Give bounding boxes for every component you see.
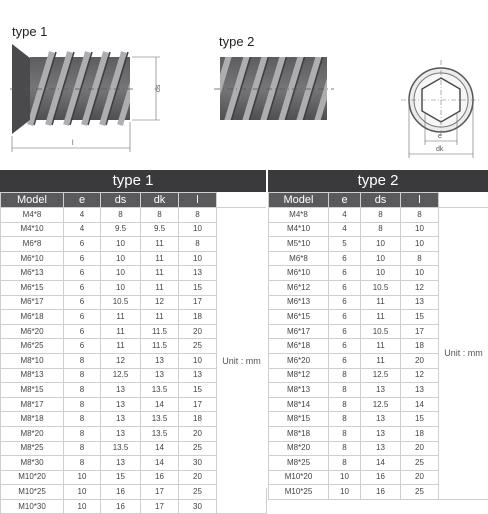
table-cell: 8 xyxy=(329,397,361,412)
table-cell: 10 xyxy=(64,485,101,500)
table-cell: 6 xyxy=(64,339,101,354)
column-header: l xyxy=(401,193,439,208)
unit-note: Unit : mm xyxy=(217,208,267,514)
table-cell: 8 xyxy=(329,383,361,398)
table-cell: 13.5 xyxy=(141,426,179,441)
table-cell: M6*13 xyxy=(269,295,329,310)
table-cell: 14 xyxy=(141,397,179,412)
table-cell: M8*12 xyxy=(269,368,329,383)
table-cell: M6*18 xyxy=(1,310,64,325)
table-cell: 8 xyxy=(329,368,361,383)
table-cell: 10 xyxy=(361,237,401,252)
type1-table-title: type 1 xyxy=(0,170,266,192)
table-cell: 25 xyxy=(179,339,217,354)
table-cell: 11 xyxy=(361,310,401,325)
table-cell: M6*8 xyxy=(1,237,64,252)
table-cell: 6 xyxy=(64,324,101,339)
table-cell: 11.5 xyxy=(141,324,179,339)
table-cell: 10 xyxy=(101,266,141,281)
table-cell: 13.5 xyxy=(141,383,179,398)
table-cell: 5 xyxy=(329,237,361,252)
unit-note: Unit : mm xyxy=(439,208,488,500)
table-cell: 15 xyxy=(179,280,217,295)
table-cell: M8*15 xyxy=(1,383,64,398)
table-cell: M8*13 xyxy=(1,368,64,383)
column-header: l xyxy=(179,193,217,208)
table-cell: M6*17 xyxy=(1,295,64,310)
table-cell: M10*25 xyxy=(269,485,329,500)
table-cell: 6 xyxy=(329,280,361,295)
table-cell: 14 xyxy=(361,456,401,471)
spec-tables xyxy=(0,170,488,488)
table-cell: 8 xyxy=(401,251,439,266)
table-cell: 15 xyxy=(101,470,141,485)
table-cell: 8 xyxy=(64,441,101,456)
table-cell: 17 xyxy=(401,324,439,339)
table-cell: 10 xyxy=(101,237,141,252)
table-cell: 10 xyxy=(179,353,217,368)
table-cell: 6 xyxy=(64,295,101,310)
type2-insert-drawing xyxy=(208,52,338,125)
table-cell: 13 xyxy=(361,412,401,427)
table-cell: 13 xyxy=(361,383,401,398)
table-cell: M6*10 xyxy=(1,251,64,266)
table-cell: M8*10 xyxy=(1,353,64,368)
end-view-drawing xyxy=(401,60,481,158)
table-cell: 10 xyxy=(179,222,217,237)
table-cell: 13 xyxy=(179,266,217,281)
table-cell: M8*17 xyxy=(1,397,64,412)
table-cell: 10 xyxy=(64,499,101,514)
table-cell: 4 xyxy=(64,208,101,223)
table-cell: 11 xyxy=(361,353,401,368)
table-cell: 6 xyxy=(64,310,101,325)
table-cell: M8*18 xyxy=(1,412,64,427)
table-cell: 13.5 xyxy=(101,441,141,456)
table-cell: 13.5 xyxy=(141,412,179,427)
column-header: Model xyxy=(269,193,329,208)
table-cell: M6*18 xyxy=(269,339,329,354)
table-cell: 20 xyxy=(179,470,217,485)
insert-drawings xyxy=(0,0,488,170)
table-cell: 20 xyxy=(401,441,439,456)
table-cell: 8 xyxy=(64,426,101,441)
table-cell: 6 xyxy=(329,251,361,266)
table-cell: 13 xyxy=(401,295,439,310)
table-cell: M6*15 xyxy=(1,280,64,295)
table-cell: 6 xyxy=(329,266,361,281)
table-cell: 13 xyxy=(401,383,439,398)
table-cell: M6*10 xyxy=(269,266,329,281)
table-cell: 18 xyxy=(179,412,217,427)
table-cell: M6*15 xyxy=(269,310,329,325)
table-cell: M6*25 xyxy=(1,339,64,354)
table-cell: 10 xyxy=(329,485,361,500)
table-cell: 8 xyxy=(361,208,401,223)
table-cell: 11 xyxy=(141,310,179,325)
table-cell: 11 xyxy=(141,266,179,281)
table-cell: M6*8 xyxy=(269,251,329,266)
table-cell: 6 xyxy=(329,339,361,354)
table-cell: M8*15 xyxy=(269,412,329,427)
table-cell: 6 xyxy=(64,251,101,266)
column-header: e xyxy=(329,193,361,208)
table-cell: 17 xyxy=(141,499,179,514)
table-cell: 11 xyxy=(141,280,179,295)
table-cell: 11 xyxy=(101,324,141,339)
table-cell: 25 xyxy=(401,456,439,471)
table-cell: M8*20 xyxy=(1,426,64,441)
table-cell: 10 xyxy=(329,470,361,485)
table-cell: M6*13 xyxy=(1,266,64,281)
table-cell: 10 xyxy=(361,251,401,266)
table-cell: 13 xyxy=(101,456,141,471)
table-cell: M6*20 xyxy=(1,324,64,339)
table-cell: 12 xyxy=(401,280,439,295)
table-cell: 6 xyxy=(64,237,101,252)
table-cell: M4*10 xyxy=(1,222,64,237)
table-cell: 11 xyxy=(361,339,401,354)
table-cell: 8 xyxy=(101,208,141,223)
table-cell: 10 xyxy=(401,266,439,281)
table-row xyxy=(1,208,267,223)
table-cell: 4 xyxy=(329,222,361,237)
table-cell: 10 xyxy=(101,251,141,266)
table-cell: 18 xyxy=(401,426,439,441)
table-cell: 11 xyxy=(141,237,179,252)
table-cell: M8*18 xyxy=(269,426,329,441)
table-cell: 10.5 xyxy=(101,295,141,310)
table-cell: 16 xyxy=(361,470,401,485)
table-cell: 11 xyxy=(361,295,401,310)
table-cell: 13 xyxy=(101,383,141,398)
table-cell: 13 xyxy=(101,397,141,412)
table-cell: 25 xyxy=(179,485,217,500)
table-cell: 14 xyxy=(141,456,179,471)
column-header: ds xyxy=(101,193,141,208)
table-cell: 8 xyxy=(141,208,179,223)
table-cell: 12 xyxy=(101,353,141,368)
table-cell: 10.5 xyxy=(361,280,401,295)
table-cell: 18 xyxy=(401,339,439,354)
table-cell: 9.5 xyxy=(101,222,141,237)
table-cell: 20 xyxy=(179,324,217,339)
table-cell: 15 xyxy=(401,310,439,325)
table-cell: 15 xyxy=(179,383,217,398)
table-cell: 8 xyxy=(64,368,101,383)
table-cell: 10.5 xyxy=(361,324,401,339)
table-cell: 13 xyxy=(101,412,141,427)
table-cell: 17 xyxy=(179,295,217,310)
table-cell: 8 xyxy=(361,222,401,237)
table-cell: 11 xyxy=(141,251,179,266)
table-cell: 4 xyxy=(64,222,101,237)
table-cell: 8 xyxy=(329,441,361,456)
table-row xyxy=(269,208,488,223)
table-cell: M5*10 xyxy=(269,237,329,252)
table-cell: 4 xyxy=(329,208,361,223)
table-cell: 17 xyxy=(141,485,179,500)
table-cell: 18 xyxy=(179,310,217,325)
table-cell: 10 xyxy=(101,280,141,295)
table-cell: M8*25 xyxy=(1,441,64,456)
table-cell: 8 xyxy=(179,237,217,252)
table-cell: 8 xyxy=(64,412,101,427)
table-cell: M4*8 xyxy=(1,208,64,223)
table-cell: M8*14 xyxy=(269,397,329,412)
column-header: dk xyxy=(141,193,179,208)
table-cell: M6*17 xyxy=(269,324,329,339)
column-header: ds xyxy=(361,193,401,208)
type2-spec-table xyxy=(268,192,488,500)
table-cell: 8 xyxy=(329,412,361,427)
table-cell: 10 xyxy=(64,470,101,485)
technical-drawing xyxy=(0,0,488,170)
table-cell: 8 xyxy=(64,353,101,368)
table-cell: 8 xyxy=(64,383,101,398)
table-cell: 12 xyxy=(141,295,179,310)
table-cell: M10*30 xyxy=(1,499,64,514)
table-cell: 16 xyxy=(361,485,401,500)
table-cell: 8 xyxy=(179,208,217,223)
unit-column-header xyxy=(439,193,488,208)
table-cell: 11 xyxy=(101,310,141,325)
table-cell: 30 xyxy=(179,499,217,514)
table-cell: 6 xyxy=(64,266,101,281)
table-cell: 8 xyxy=(64,456,101,471)
table-cell: M10*20 xyxy=(269,470,329,485)
table-cell: 6 xyxy=(329,310,361,325)
table-cell: 14 xyxy=(141,441,179,456)
type2-label: type 2 xyxy=(219,34,254,49)
table-cell: M8*30 xyxy=(1,456,64,471)
table-cell: 8 xyxy=(329,426,361,441)
table-cell: 6 xyxy=(64,280,101,295)
table-cell: 13 xyxy=(101,426,141,441)
table-cell: 11 xyxy=(101,339,141,354)
table-cell: 13 xyxy=(141,368,179,383)
table-cell: 16 xyxy=(101,485,141,500)
column-header: Model xyxy=(1,193,64,208)
table-cell: 10 xyxy=(401,222,439,237)
type1-label: type 1 xyxy=(12,24,47,39)
dim-ds-label: ds xyxy=(155,84,162,92)
dim-dk-label: dk xyxy=(436,146,444,153)
table-cell: 25 xyxy=(179,441,217,456)
table-cell: 8 xyxy=(329,456,361,471)
table-cell: 11.5 xyxy=(141,339,179,354)
table-cell: 13 xyxy=(141,353,179,368)
column-header: e xyxy=(64,193,101,208)
table-cell: 16 xyxy=(101,499,141,514)
table-cell: M8*20 xyxy=(269,441,329,456)
table-cell: 8 xyxy=(64,397,101,412)
type1-insert-drawing xyxy=(10,44,160,152)
type2-table-title: type 2 xyxy=(268,170,488,192)
unit-column-header xyxy=(217,193,267,208)
table-cell: M8*13 xyxy=(269,383,329,398)
table-cell: 13 xyxy=(361,426,401,441)
table-cell: 30 xyxy=(179,456,217,471)
table-cell: 15 xyxy=(401,412,439,427)
table-cell: 25 xyxy=(401,485,439,500)
table-cell: 17 xyxy=(179,397,217,412)
table-cell: M10*20 xyxy=(1,470,64,485)
table-cell: M8*25 xyxy=(269,456,329,471)
table-cell: 20 xyxy=(401,470,439,485)
table-cell: 6 xyxy=(329,353,361,368)
table-cell: 20 xyxy=(179,426,217,441)
table-cell: 6 xyxy=(329,295,361,310)
table-cell: 10 xyxy=(361,266,401,281)
type1-spec-table xyxy=(0,192,267,514)
table-cell: 10 xyxy=(401,237,439,252)
table-cell: M4*10 xyxy=(269,222,329,237)
table-cell: M4*8 xyxy=(269,208,329,223)
table-cell: 12.5 xyxy=(361,368,401,383)
table-cell: 13 xyxy=(361,441,401,456)
dim-e-label: e xyxy=(438,133,442,140)
table-cell: 20 xyxy=(401,353,439,368)
table-cell: 12.5 xyxy=(361,397,401,412)
table-cell: M10*25 xyxy=(1,485,64,500)
table-cell: 16 xyxy=(141,470,179,485)
table-cell: 9.5 xyxy=(141,222,179,237)
table-cell: M6*12 xyxy=(269,280,329,295)
table-cell: 14 xyxy=(401,397,439,412)
table-cell: 12.5 xyxy=(101,368,141,383)
table-cell: 13 xyxy=(179,368,217,383)
table-cell: 6 xyxy=(329,324,361,339)
table-cell: 10 xyxy=(179,251,217,266)
table-cell: M6*20 xyxy=(269,353,329,368)
table-cell: 12 xyxy=(401,368,439,383)
table-cell: 8 xyxy=(401,208,439,223)
dim-l-label: l xyxy=(72,140,74,147)
